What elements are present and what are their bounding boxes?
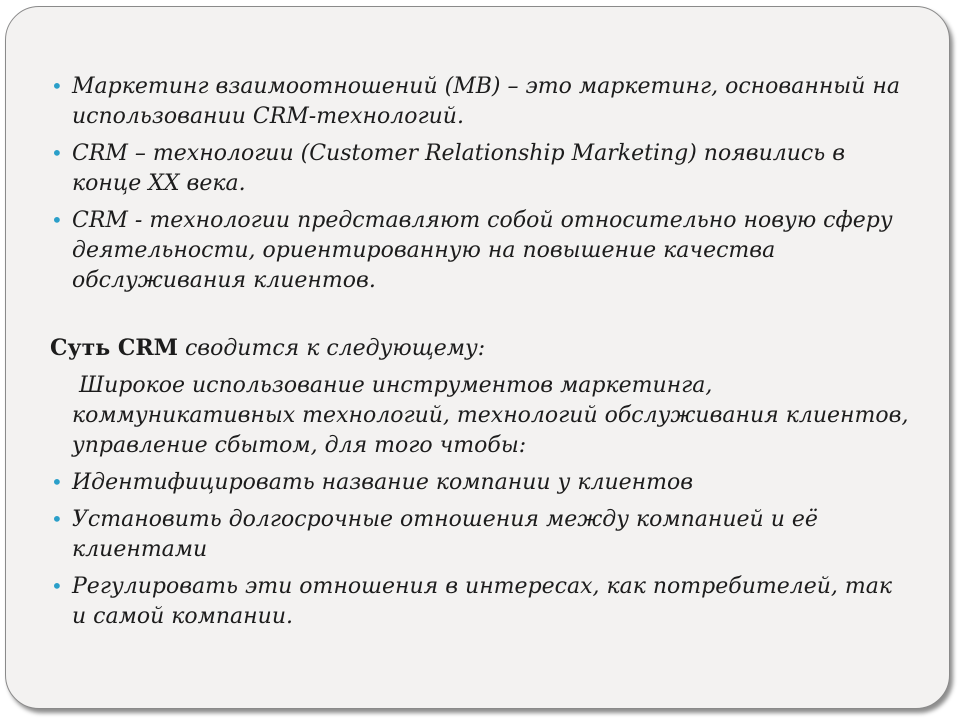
- bullet-item: [50, 468, 910, 498]
- bullet-item: [50, 139, 910, 199]
- section-heading: [50, 333, 910, 364]
- body-paragraph: Широкое использование инструментов маркетинга, коммуникативных технологий, технологий обслуживания клиентов, управление сбытом, для того чтобы:: [72, 373, 909, 458]
- bullet-dot-icon: •: [51, 74, 63, 98]
- bullet-text: Регулировать эти отношения в интересах, как потребителей, так и самой компании.: [72, 574, 893, 629]
- heading-bold: Суть CRM: [50, 335, 178, 361]
- bullet-text: CRM – технологии (Customer Relationship Marketing) появились в конце XX века.: [72, 141, 846, 196]
- slide-content: [50, 72, 910, 632]
- bullet-dot-icon: •: [51, 208, 63, 232]
- bullet-item: [50, 206, 910, 296]
- bullet-item: [50, 72, 910, 132]
- bullet-text: Установить долгосрочные отношения между компанией и её клиентами: [72, 507, 818, 562]
- bullet-text: Идентифицировать название компании у клиентов: [72, 470, 694, 495]
- bullet-item: [50, 572, 910, 632]
- bullet-item: [50, 505, 910, 565]
- bullet-dot-icon: •: [51, 141, 63, 165]
- bullet-dot-icon: •: [51, 470, 63, 494]
- bullet-dot-icon: •: [51, 574, 63, 598]
- bullet-text: CRM - технологии представляют собой относительно новую сферу деятельности, ориентированную на повышение качества обслуживания клиентов.: [72, 208, 893, 293]
- bullet-dot-icon: •: [51, 507, 63, 531]
- heading-rest: сводится к следующему:: [184, 336, 486, 361]
- bullet-text: Маркетинг взаимоотношений (МВ) – это маркетинг, основанный на использовании CRM-технологий.: [72, 74, 900, 129]
